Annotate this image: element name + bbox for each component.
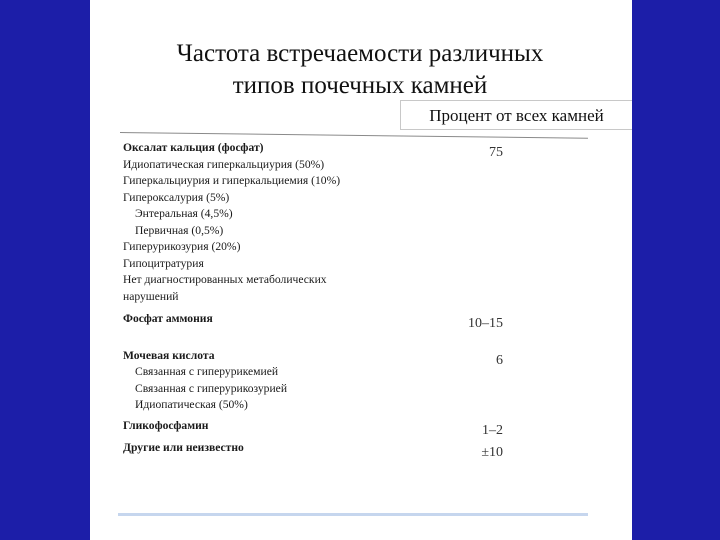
column-header: Процент от всех камней	[400, 100, 632, 130]
stone-type-label: Мочевая кислота	[123, 348, 215, 362]
table-row	[123, 440, 583, 460]
percent-value: 75	[489, 145, 503, 160]
stone-subtype-label: Идиопатическая (50%)	[135, 398, 248, 411]
stone-subtype-label: Связанная с гиперурикемией	[135, 365, 279, 378]
percent-value: 1–2	[482, 422, 503, 438]
table-row	[123, 311, 583, 331]
stone-subtype-label: Первичная (0,5%)	[135, 223, 224, 237]
table-bottom-rule	[118, 513, 588, 516]
percent-value: 10–15	[468, 316, 503, 331]
stone-subtype-label: Идиопатическая гиперкальциурия (50%)	[123, 157, 325, 171]
stone-type-label: Гликофосфамин	[123, 418, 209, 432]
stone-subtype-label: Гипоцитратурия	[123, 256, 204, 270]
percent-value: ±10	[481, 445, 503, 460]
stone-subtype-label: Нет диагностированных метаболических нарушений	[123, 273, 327, 303]
table-row	[123, 348, 583, 414]
stone-subtype-label: Энтеральная (4,5%)	[135, 207, 233, 220]
stone-type-label: Другие или неизвестно	[123, 441, 244, 454]
slide	[90, 0, 632, 540]
stone-subtype-label: Гиперкальциурия и гиперкальциемия (10%)	[123, 174, 341, 187]
stone-type-label: Оксалат кальция (фосфат)	[123, 141, 264, 154]
table-row	[123, 418, 583, 438]
stone-subtype-label: Гипероксалурия (5%)	[123, 190, 230, 204]
table-top-rule	[120, 132, 588, 139]
stone-type-label: Фосфат аммония	[123, 312, 213, 325]
percent-value: 6	[496, 352, 503, 368]
stone-types-table	[123, 140, 583, 460]
title-line-1: Частота встречаемости различных	[176, 40, 544, 67]
stone-subtype-label: Связанная с гиперурикозурией	[135, 381, 288, 395]
title-line-2: типов почечных камней	[232, 72, 488, 99]
stone-subtype-label: Гиперурикозурия (20%)	[123, 240, 241, 253]
table-row	[123, 140, 583, 305]
slide-title	[90, 38, 630, 102]
